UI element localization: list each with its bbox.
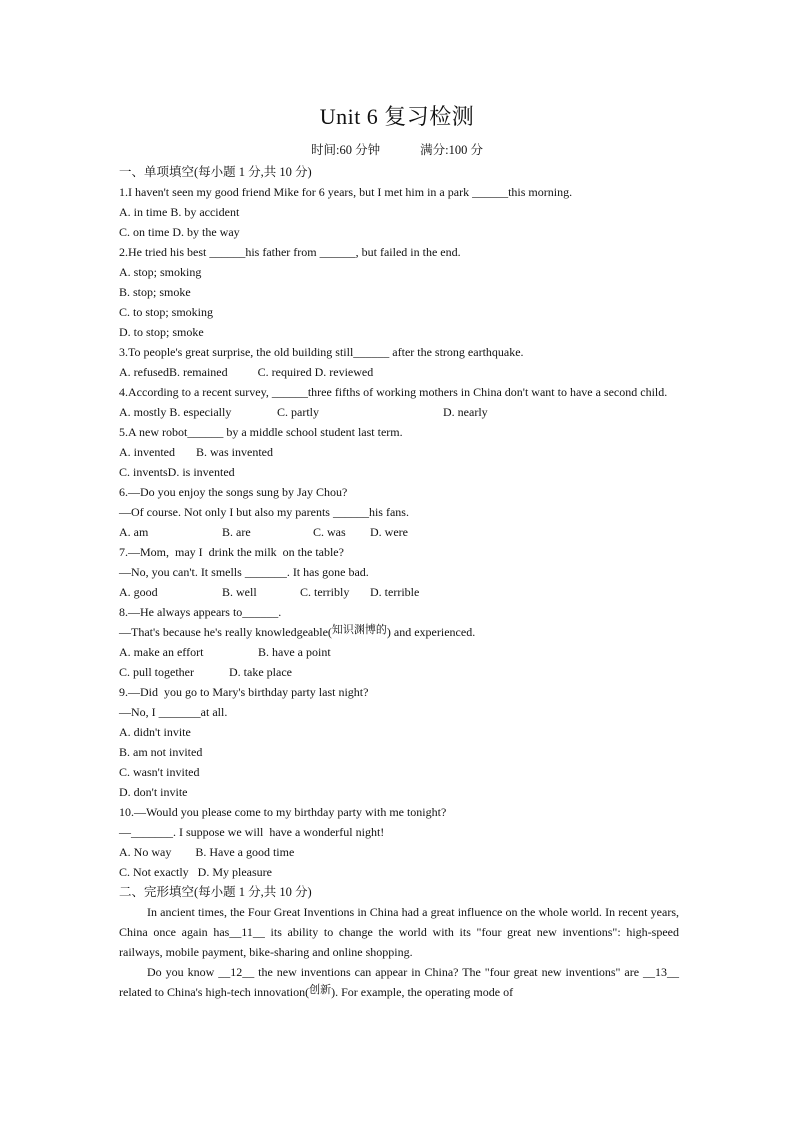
exam-content bbox=[119, 162, 679, 1003]
option: A. am bbox=[119, 525, 149, 539]
page-title: Unit 6 复习检测 bbox=[319, 104, 475, 129]
option: A. make an effort bbox=[119, 645, 204, 659]
question-line: —No, I _______at all. bbox=[119, 705, 228, 719]
option: B. have a point bbox=[258, 645, 331, 659]
option-line: C. inventsD. is invented bbox=[119, 465, 235, 479]
option-line: A. invented B. was invented bbox=[119, 445, 273, 459]
option: C. was bbox=[313, 525, 346, 539]
question-line: 8.—He always appears to______. bbox=[119, 605, 282, 619]
option-line: C. wasn't invited bbox=[119, 765, 200, 779]
option: C. partly bbox=[277, 405, 319, 419]
option: D. nearly bbox=[443, 405, 488, 419]
question-line: —No, you can't. It smells _______. It has gone bad. bbox=[119, 565, 369, 579]
exam-time: 时间:60 分钟 bbox=[311, 143, 381, 157]
option: B. well bbox=[222, 585, 257, 599]
option: A. good bbox=[119, 585, 158, 599]
question-line: —Of course. Not only I but also my parents ______his fans. bbox=[119, 505, 409, 519]
option-line: B. am not invited bbox=[119, 745, 203, 759]
option-line bbox=[119, 402, 679, 422]
option: A. mostly B. especially bbox=[119, 405, 232, 419]
option-line: A. didn't invite bbox=[119, 725, 191, 739]
question-line: 6.—Do you enjoy the songs sung by Jay Chou? bbox=[119, 485, 348, 499]
section-heading-cloze: 二、完形填空(每小题 1 分,共 10 分) bbox=[119, 885, 312, 899]
option: D. were bbox=[370, 525, 408, 539]
option-line bbox=[119, 662, 679, 682]
option-line bbox=[119, 522, 679, 542]
option: C. terribly bbox=[300, 585, 350, 599]
option-line: C. to stop; smoking bbox=[119, 305, 214, 319]
option-line: A. in time B. by accident bbox=[119, 205, 240, 219]
option-line: A. No way B. Have a good time bbox=[119, 845, 295, 859]
option-line: D. don't invite bbox=[119, 785, 188, 799]
question-line: 1.I haven't seen my good friend Mike for 6 years, but I met him in a park ______this morning. bbox=[119, 185, 573, 199]
exam-meta bbox=[0, 140, 794, 158]
question-line: 4.According to a recent survey, ______three fifths of working mothers in China don't want to have a second child. bbox=[119, 385, 668, 399]
option: D. terrible bbox=[370, 585, 420, 599]
option-line bbox=[119, 582, 679, 602]
option: B. are bbox=[222, 525, 251, 539]
cloze-paragraph: Do you know __12__ the new inventions can appear in China? The "four great new inventions" are __13__ related to China's high-tech innovation(创新). For example, the operating mode of bbox=[119, 965, 679, 999]
option-line: B. stop; smoke bbox=[119, 285, 191, 299]
question-line: —That's because he's really knowledgeable(知识渊博的) and experienced. bbox=[119, 624, 476, 639]
option: D. take place bbox=[229, 665, 292, 679]
chinese-gloss: 知识渊博的 bbox=[331, 624, 387, 636]
question-line: 10.—Would you please come to my birthday party with me tonight? bbox=[119, 805, 447, 819]
option: C. pull together bbox=[119, 665, 194, 679]
option-line: C. Not exactly D. My pleasure bbox=[119, 865, 272, 879]
exam-score: 满分:100 分 bbox=[420, 143, 483, 157]
option-line bbox=[119, 642, 679, 662]
question-line: 7.—Mom, may I drink the milk on the table? bbox=[119, 545, 344, 559]
chinese-gloss: 创新 bbox=[309, 984, 332, 996]
question-line: 2.He tried his best ______his father from ______, but failed in the end. bbox=[119, 245, 461, 259]
option-line: A. stop; smoking bbox=[119, 265, 202, 279]
question-line: 9.—Did you go to Mary's birthday party last night? bbox=[119, 685, 369, 699]
section-heading-single-choice: 一、单项填空(每小题 1 分,共 10 分) bbox=[119, 165, 312, 179]
question-line: —_______. I suppose we will have a wonderful night! bbox=[119, 825, 385, 839]
option-line: A. refusedB. remained C. required D. reviewed bbox=[119, 365, 374, 379]
cloze-paragraph: In ancient times, the Four Great Inventions in China had a great influence on the whole world. In recent years, China once again has__11__ its ability to change the world with its "four great new inventions": high-speed railways, mobile payment, bike-sharing and online shopping. bbox=[119, 905, 679, 959]
option-line: D. to stop; smoke bbox=[119, 325, 204, 339]
question-line: 5.A new robot______ by a middle school student last term. bbox=[119, 425, 403, 439]
question-line: 3.To people's great surprise, the old building still______ after the strong earthquake. bbox=[119, 345, 524, 359]
option-line: C. on time D. by the way bbox=[119, 225, 240, 239]
